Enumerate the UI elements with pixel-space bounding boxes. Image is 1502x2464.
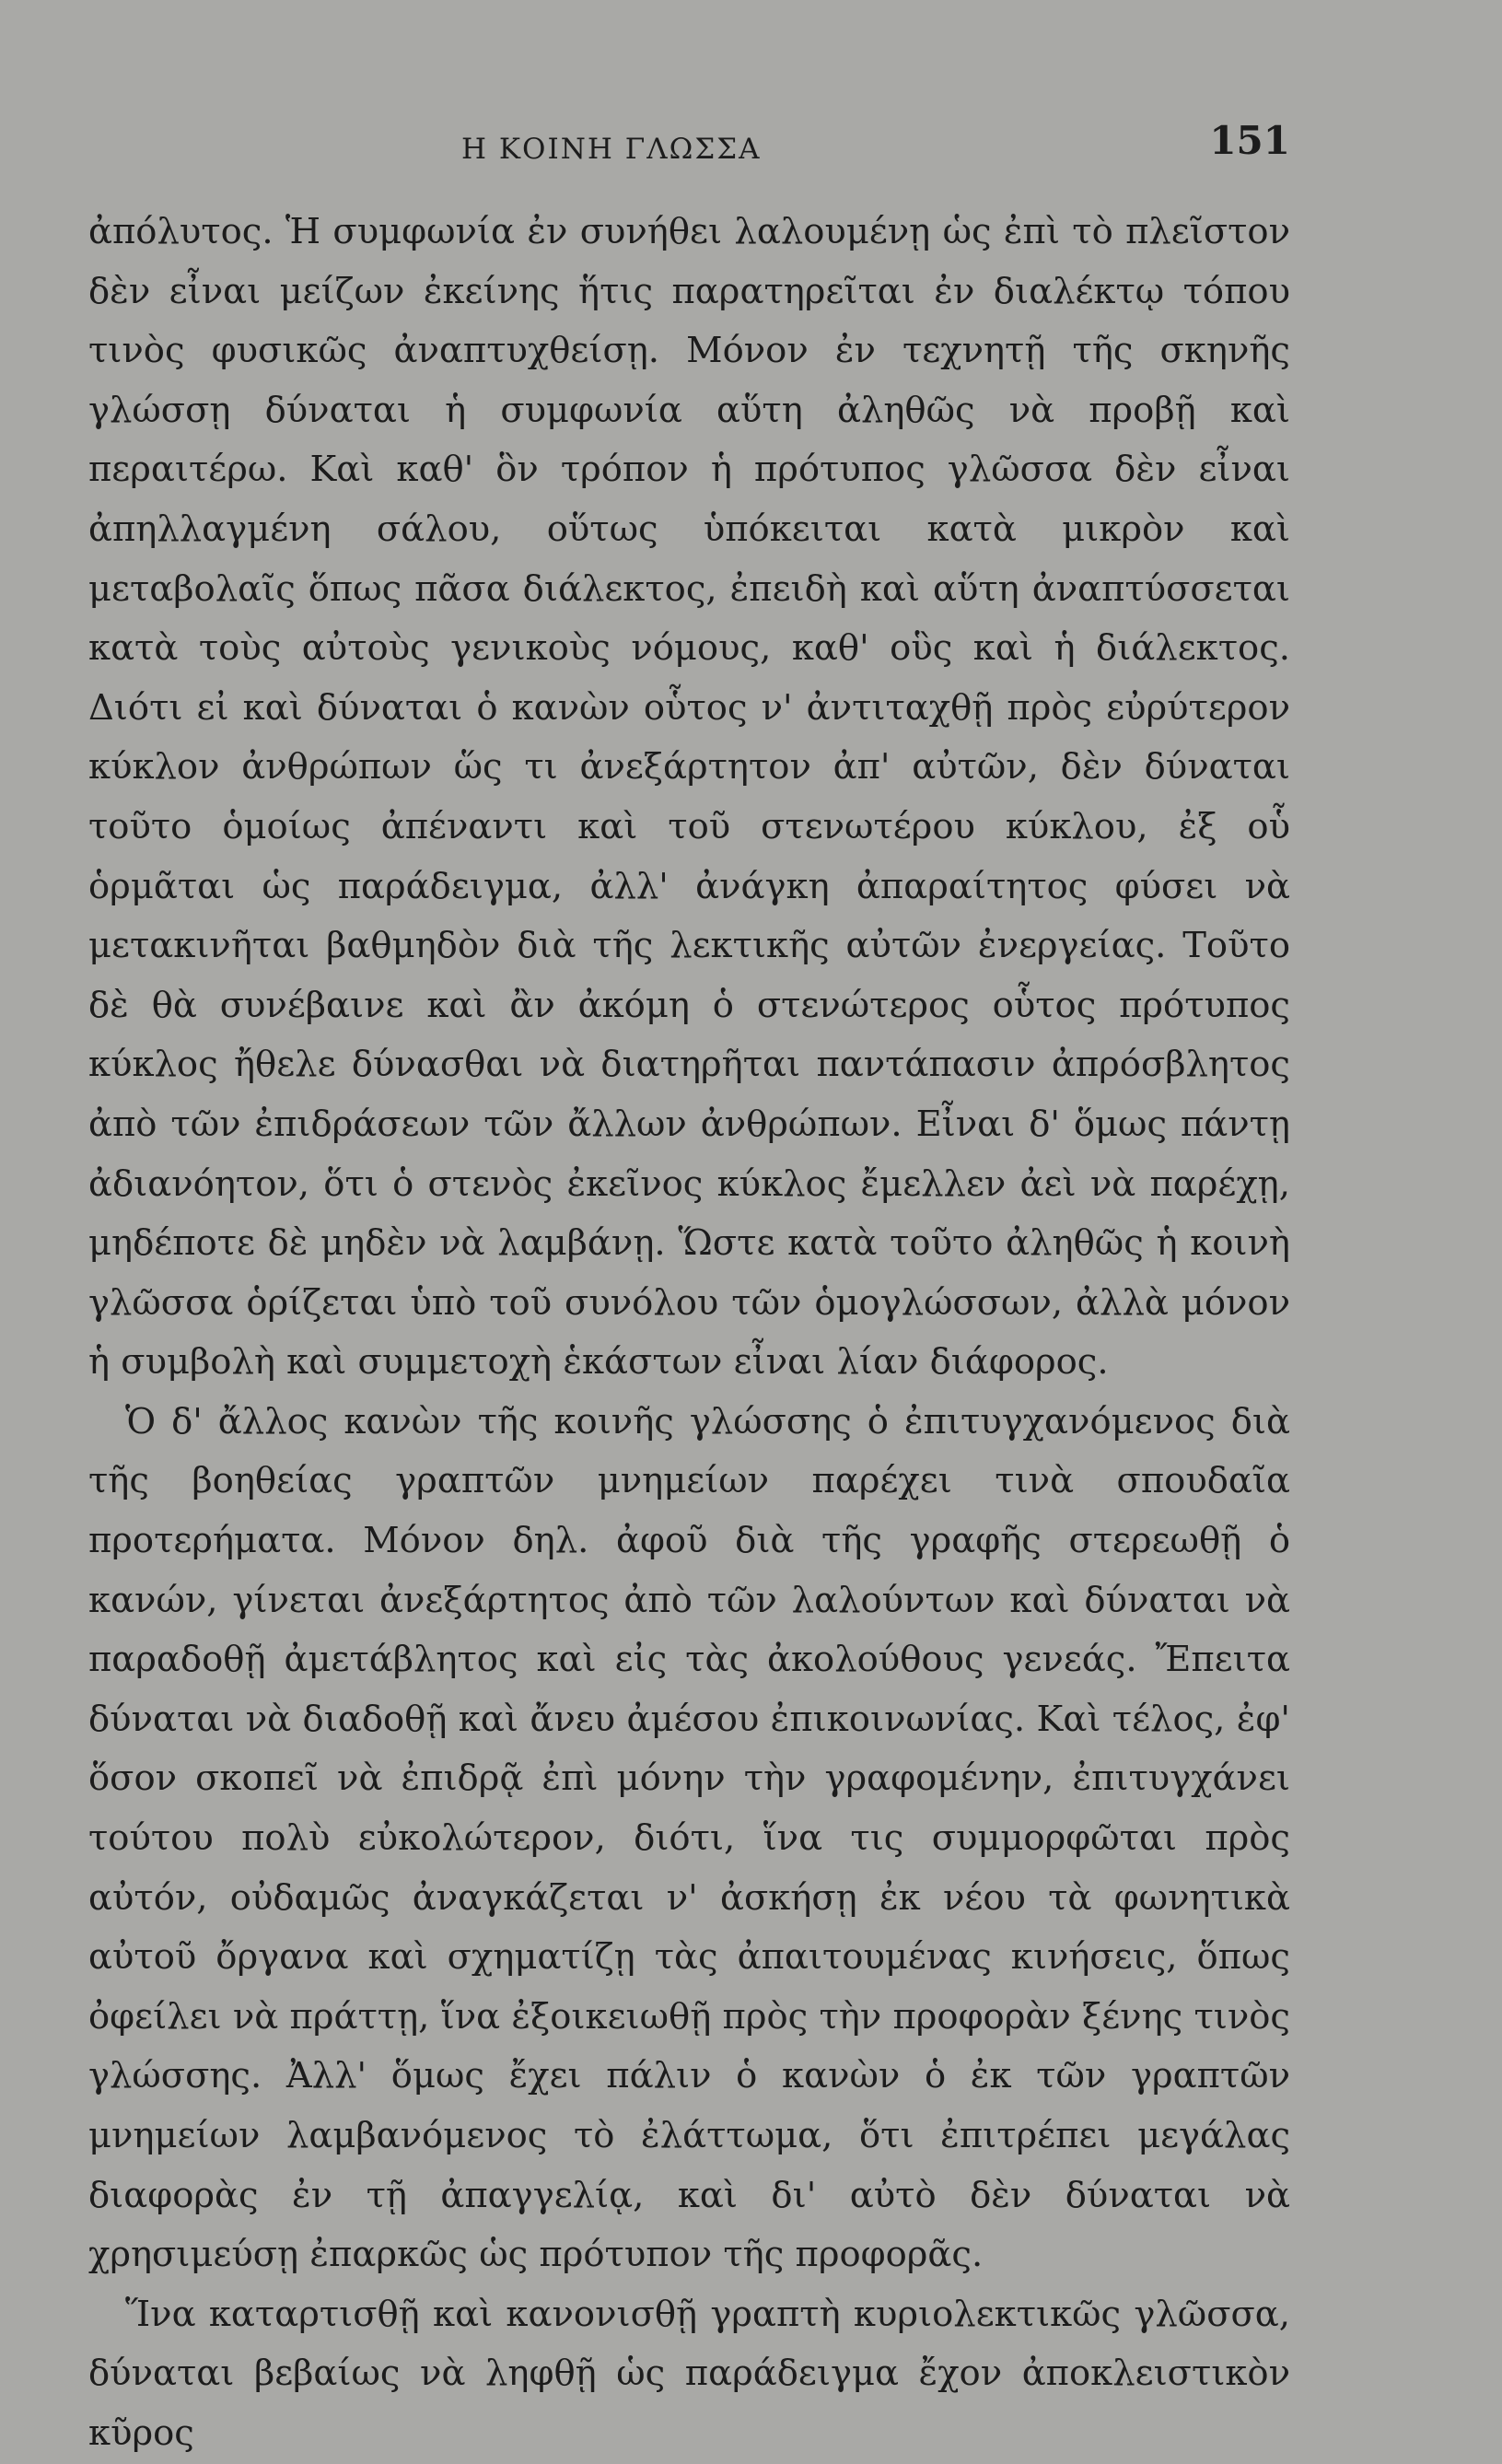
running-title: Η ΚΟΙΝΗ ΓΛΩΣΣΑ [461,133,762,166]
running-head [88,111,1290,184]
paragraph-1: ἀπόλυτος. Ἡ συμφωνία ἐν συνήθει λαλουμένῃ ὡς ἐπὶ τὸ πλεῖστον δὲν εἶναι μείζων ἐκείνης ἥτις παρατηρεῖται ἐν διαλέκτῳ τόπου τινὸς φυσικῶς ἀναπτυχθείσῃ. Μόνον ἐν τεχνητῇ τῆς σκηνῆς γλώσσῃ δύναται ἡ συμφωνία αὕτη ἀληθῶς νὰ προβῇ καὶ περαιτέρω. Καὶ καθ' ὃν τρόπον ἡ πρότυπος γλῶσσα δὲν εἶναι ἀπηλλαγμένη σάλου, οὕτως ὑπόκειται κατὰ μικρὸν καὶ μεταβολαῖς ὅπως πᾶσα διάλεκτος, ἐπειδὴ καὶ αὕτη ἀναπτύσσεται κατὰ τοὺς αὐτοὺς γενικοὺς νόμους, καθ' οὓς καὶ ἡ διάλεκτος. Διότι εἰ καὶ δύναται ὁ κανὼν οὗτος ν' ἀντιταχθῇ πρὸς εὐρύτερον κύκλον ἀνθρώπων ὥς τι ἀνεξάρτητον ἀπ' αὐτῶν, δὲν δύναται τοῦτο ὁμοίως ἀπέναντι καὶ τοῦ στενωτέρου κύκλου, ἐξ οὗ ὁρμᾶται ὡς παράδειγμα, ἀλλ' ἀνάγκη ἀπαραίτητος φύσει νὰ μετακινῆται βαθμηδὸν διὰ τῆς λεκτικῆς αὐτῶν ἐνεργείας. Τοῦτο δὲ θὰ συνέβαινε καὶ ἂν ἀκόμη ὁ στενώτερος οὗτος πρότυπος κύκλος ἤθελε δύνασθαι νὰ διατηρῆται παντάπασιν ἀπρόσβλητος ἀπὸ τῶν ἐπιδράσεων τῶν ἄλλων ἀνθρώπων. Εἶναι δ' ὅμως πάντῃ ἀδιανόητον, ὅτι ὁ στενὸς ἐκεῖνος κύκλος ἔμελλεν ἀεὶ νὰ παρέχῃ, μηδέποτε δὲ μηδὲν νὰ λαμβάνῃ. Ὥστε κατὰ τοῦτο ἀληθῶς ἡ κοινὴ γλῶσσα ὁρίζεται ὑπὸ τοῦ συνόλου τῶν ὁμογλώσσων, ἀλλὰ μόνον ἡ συμβολὴ καὶ συμμετοχὴ ἑκάστων εἶναι λίαν διάφορος. [88,211,1290,1384]
paragraph-3: Ἵνα καταρτισθῇ καὶ κανονισθῇ γραπτὴ κυριολεκτικῶς γλῶσσα, δύναται βεβαίως νὰ ληφθῇ ὡς παράδειγμα ἔχον ἀποκλειστικὸν κῦρος [88,2293,1290,2454]
paragraph-2: Ὁ δ' ἄλλος κανὼν τῆς κοινῆς γλώσσης ὁ ἐπιτυγχανόμενος διὰ τῆς βοηθείας γραπτῶν μνημείων παρέχει τινὰ σπουδαῖα προτερήματα. Μόνον δηλ. ἀφοῦ διὰ τῆς γραφῆς στερεωθῇ ὁ κανών, γίνεται ἀνεξάρτητος ἀπὸ τῶν λαλούντων καὶ δύναται νὰ παραδοθῇ ἀμετάβλητος καὶ εἰς τὰς ἀκολούθους γενεάς. Ἔπειτα δύναται νὰ διαδοθῇ καὶ ἄνευ ἀμέσου ἐπικοινωνίας. Καὶ τέλος, ἐφ' ὅσον σκοπεῖ νὰ ἐπιδρᾷ ἐπὶ μόνην τὴν γραφομένην, ἐπιτυγχάνει τούτου πολὺ εὐκολώτερον, διότι, ἵνα τις συμμορφῶται πρὸς αὐτόν, οὐδαμῶς ἀναγκάζεται ν' ἀσκήσῃ ἐκ νέου τὰ φωνητικὰ αὐτοῦ ὄργανα καὶ σχηματίζῃ τὰς ἀπαιτουμένας κινήσεις, ὅπως ὀφείλει νὰ πράττῃ, ἵνα ἐξοικειωθῇ πρὸς τὴν προφορὰν ξένης τινὸς γλώσσης. Ἀλλ' ὅμως ἔχει πάλιν ὁ κανὼν ὁ ἐκ τῶν γραπτῶν μνημείων λαμβανόμενος τὸ ἐλάττωμα, ὅτι ἐπιτρέπει μεγάλας διαφορὰς ἐν τῇ ἀπαγγελίᾳ, καὶ δι' αὐτὸ δὲν δύναται νὰ χρησιμεύσῃ ἐπαρκῶς ὡς πρότυπον τῆς προφορᾶς. [88,1400,1290,2276]
page-number: 151 [1209,118,1290,163]
body-text [88,203,1290,2464]
